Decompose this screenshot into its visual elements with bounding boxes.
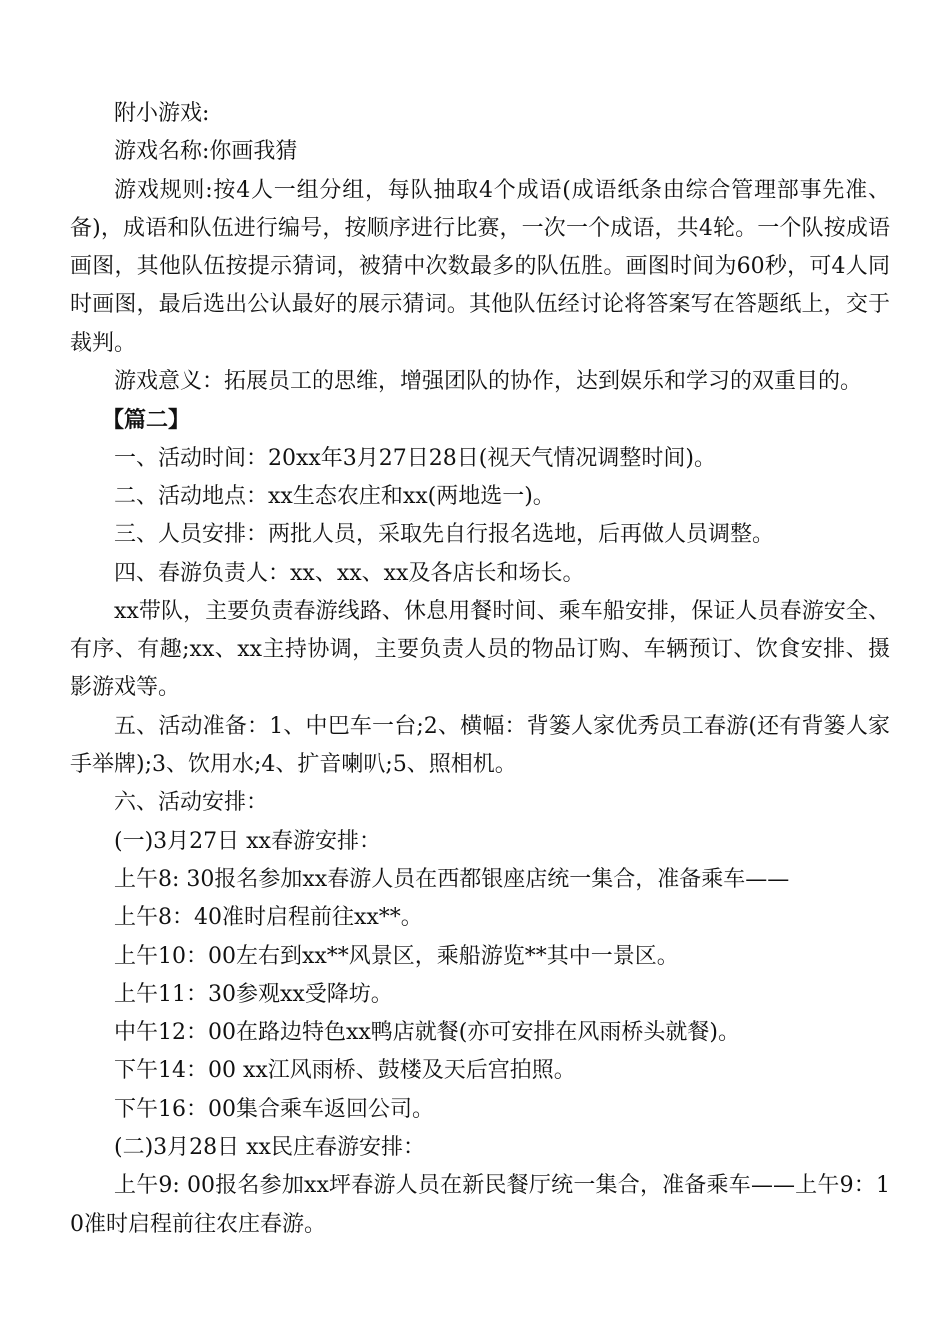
paragraph-staff-arrangement: 三、人员安排：两批人员，采取先自行报名选地，后再做人员调整。 [114, 522, 775, 548]
paragraph-day1-item: 中午12：00在路边特色xx鸭店就餐(亦可安排在风雨桥头就餐)。 [114, 1020, 740, 1046]
paragraph-day1-item: 下午14：00 xx江风雨桥、鼓楼及天后宫拍照。 [114, 1058, 576, 1084]
paragraph-day1-heading: (一)3月27日 xx春游安排： [114, 828, 381, 854]
paragraph-duties: xx带队，主要负责春游线路、休息用餐时间、乘车船安排，保证人员春游安全、有序、有趣;xx、xx主持协调，主要负责人员的物品订购、车辆预订、饮食安排、摄影游戏等。 [70, 598, 890, 701]
paragraph-game-meaning: 游戏意义：拓展员工的思维，增强团队的协作，达到娱乐和学习的双重目的。 [114, 369, 863, 395]
paragraph-day1-item: 上午8：40准时启程前往xx**。 [114, 905, 423, 931]
paragraph-activity-location: 二、活动地点：xx生态农庄和xx(两地选一)。 [114, 483, 555, 509]
section-title: 【篇二】 [102, 407, 191, 434]
paragraph-preparation: 五、活动准备：1、中巴车一台;2、横幅：背篓人家优秀员工春游(还有背篓人家手举牌);3、饮用水;4、扩音喇叭;5、照相机。 [70, 713, 890, 778]
paragraph-appendix-title: 附小游戏: [114, 101, 210, 126]
paragraph-day1-item: 上午11：30参观xx受降坊。 [114, 981, 393, 1007]
paragraph-day2-heading: (二)3月28日 xx民庄春游安排： [114, 1135, 425, 1161]
paragraph-responsible-persons: 四、春游负责人：xx、xx、xx及各店长和场长。 [114, 560, 585, 586]
paragraph-day1-item: 上午10：00左右到xx**风景区，乘船游览**其中一景区。 [114, 943, 679, 969]
paragraph-schedule-heading: 六、活动安排： [114, 790, 269, 816]
paragraph-day1-item: 上午8: 30报名参加xx春游人员在西都银座店统一集合，准备乘车—— [114, 866, 790, 892]
document-page [70, 95, 890, 1244]
paragraph-day2-item: 上午9: 00报名参加xx坪春游人员在新民餐厅统一集合，准备乘车——上午9：10准时启程前往农庄春游。 [70, 1173, 890, 1237]
paragraph-game-name: 游戏名称:你画我猜 [114, 139, 298, 165]
paragraph-day1-item: 下午16：00集合乘车返回公司。 [114, 1096, 434, 1122]
paragraph-activity-time: 一、活动时间：20xx年3月27日28日(视天气情况调整时间)。 [114, 445, 716, 471]
paragraph-game-rules: 游戏规则:按4人一组分组，每队抽取4个成语(成语纸条由综合管理部事先准、备)，成语和队伍进行编号，按顺序进行比赛，一次一个成语，共4轮。一个队按成语画图，其他队伍按提示猜词，被猜中次数最多的队伍胜。画图时间为60秒，可4人同时画图，最后选出公认最好的展示猜词。其他队伍经讨论将答案写在答题纸上，交于裁判。 [70, 177, 890, 356]
